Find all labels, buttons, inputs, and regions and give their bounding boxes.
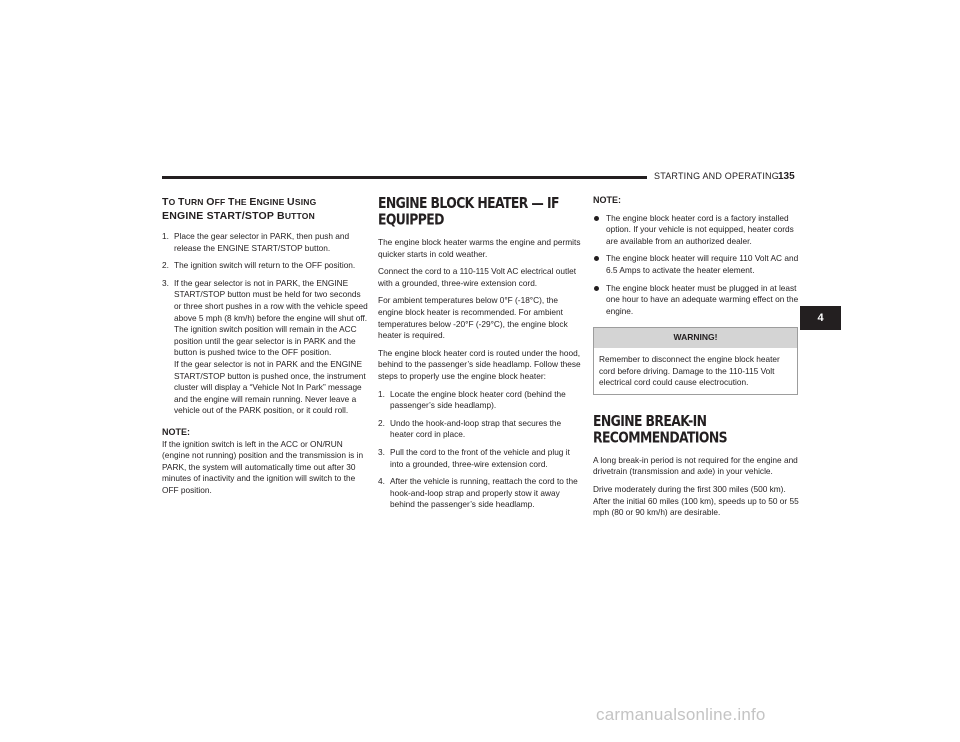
step-number: 4. [378, 476, 385, 487]
step-text: After the vehicle is running, reattach the cord to the hook-and-loop strap and properly stow it away behind the passenger’s side headlamp. [390, 476, 578, 510]
heading-fragment: O [206, 196, 215, 208]
step-number: 1. [378, 388, 385, 399]
step-text: Pull the cord to the front of the vehicle and plug it into a grounded, three-wire extension cord. [390, 446, 570, 469]
step-text: Locate the engine block heater cord (behind the passenger’s side headlamp). [390, 388, 566, 411]
step-number: 1. [162, 231, 169, 241]
step-text: Undo the hook-and-loop strap that secures the heater cord in place. [390, 417, 562, 440]
heading-line-2-tail: UTTON [284, 211, 315, 221]
heading-line-2 [162, 210, 315, 222]
running-header: STARTING AND OPERATING [654, 171, 779, 181]
bullet-text: The engine block heater cord is a factory installed option. If your vehicle is not equipped, heater cords are available from an authorized dealer. [606, 212, 794, 246]
turn-off-steps [162, 231, 368, 417]
bullet-text: The engine block heater must be plugged in at least one hour to have an adequate warming effect on the engine. [606, 282, 799, 316]
heading-line-1 [162, 196, 316, 208]
page-number: 135 [778, 171, 795, 182]
note-bullets [593, 213, 799, 318]
paragraph: Drive moderately during the first 300 miles (500 km). After the initial 60 miles (100 km), speeds up to 50 or 55 mph (80 or 90 km/h) are desirable. [593, 483, 799, 518]
step-number: 3. [378, 446, 385, 457]
column-right [593, 195, 799, 525]
list-item [593, 253, 799, 276]
heading-fragment: T [162, 196, 169, 208]
note-text: If the ignition switch is left in the ACC or ON/RUN (engine not running) position and the transmission is in PARK, the system will automatically time out after 30 minutes of inactivity and the ignition will switch to the OFF position. [162, 438, 364, 495]
note-label: NOTE: [162, 426, 190, 437]
bullet-icon [594, 256, 599, 261]
list-item [378, 418, 583, 441]
step-text-continued: If the gear selector is not in PARK and the ENGINE START/STOP button is pushed once, the instrument cluster will display a “Vehicle Not In Park” message and the engine will remain running. Never leave a vehicle out of the PARK position, or it could roll. [174, 358, 366, 416]
step-text: The ignition switch will return to the OFF position. [174, 260, 356, 271]
section-heading-turn-off [162, 195, 368, 223]
block-heater-steps [378, 389, 583, 511]
paragraph: For ambient temperatures below 0°F (-18°C), the engine block heater is recommended. For ambient temperatures below -20°F (-29°C), the engine block heater is required. [378, 295, 568, 341]
heading-fragment: NGINE [256, 197, 288, 207]
list-item [162, 260, 368, 272]
heading-fragment: URN [184, 197, 207, 207]
chapter-tab: 4 [800, 306, 841, 330]
step-text: Place the gear selector in PARK, then push and release the ENGINE START/STOP button. [174, 231, 350, 253]
warning-box [593, 327, 798, 394]
bullet-text: The engine block heater will require 110 Volt AC and 6.5 Amps to activate the heater element. [606, 253, 799, 275]
note-label: NOTE: [593, 195, 621, 205]
section-heading-block-heater: ENGINE BLOCK HEATER — IF EQUIPPED [378, 193, 559, 229]
step-number: 3. [162, 277, 169, 288]
bullet-icon [594, 286, 599, 291]
header-rule [162, 176, 647, 179]
heading-fragment: FF [214, 197, 228, 207]
list-item [378, 447, 583, 470]
section-heading-break-in: ENGINE BREAK-IN RECOMMENDATIONS [593, 411, 727, 446]
heading-line-2-main: ENGINE START/STOP B [162, 210, 285, 222]
heading-fragment: SING [294, 197, 317, 207]
warning-text: Remember to disconnect the engine block heater cord before driving. Damage to the 110-115 Volt electrical cord could cause electrocution. [599, 353, 780, 388]
list-item [162, 278, 368, 417]
column-middle [378, 195, 583, 517]
watermark: carmanualsonline.info [596, 705, 766, 724]
list-item [162, 231, 368, 254]
paragraph: Connect the cord to a 110-115 Volt AC electrical outlet with a grounded, three-wire extension cord. [378, 266, 577, 288]
heading-fragment: U [287, 196, 295, 208]
heading-fragment: O [168, 197, 178, 207]
list-item [593, 213, 799, 248]
paragraph: A long break-in period is not required for the engine and drivetrain (transmission and axle) in your vehicle. [593, 454, 798, 477]
paragraph: The engine block heater cord is routed under the hood, behind to the passenger’s side headlamp. Follow these steps to properly use the engine block heater: [378, 347, 581, 381]
heading-fragment: E [249, 196, 257, 208]
list-item [378, 476, 583, 511]
step-number: 2. [378, 417, 385, 428]
column-left [162, 195, 368, 502]
heading-fragment: HE [234, 197, 250, 207]
heading-fragment: T [227, 196, 235, 208]
step-number: 2. [162, 260, 169, 271]
step-text: If the gear selector is not in PARK, the ENGINE START/STOP button must be held for two seconds or three short pushes in a row with the vehicle speed above 5 mph (8 km/h) before the engine will shut off. The ignition switch position will remain in the ACC position until the gear selector is in PARK and the button is pushed twice to the OFF position. [174, 277, 368, 358]
warning-title: WARNING! [594, 328, 797, 348]
paragraph: The engine block heater warms the engine and permits quicker starts in cold weather. [378, 237, 581, 259]
list-item [378, 389, 583, 412]
bullet-icon [594, 216, 599, 221]
list-item [593, 283, 799, 318]
heading-fragment: T [178, 196, 185, 208]
